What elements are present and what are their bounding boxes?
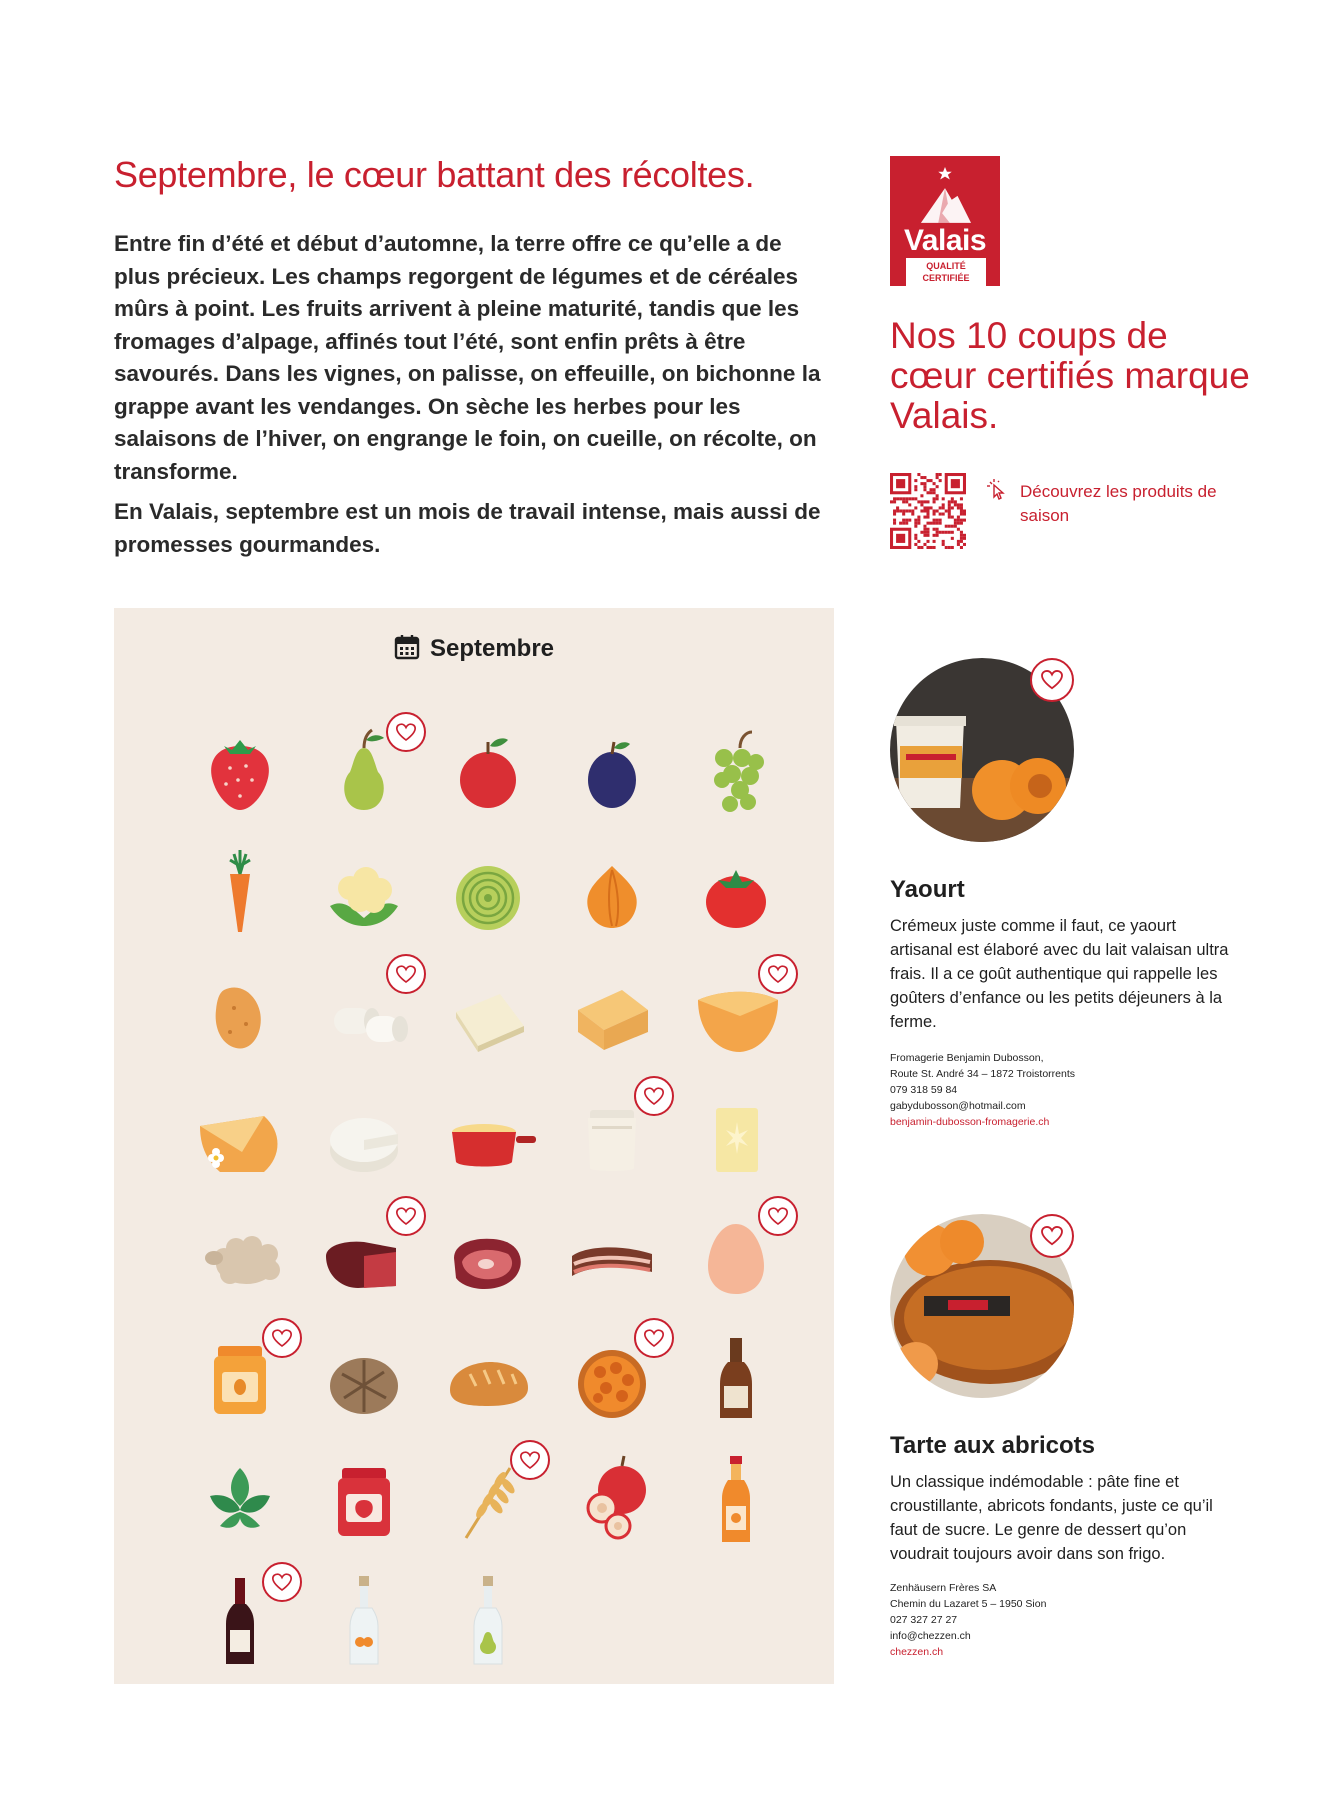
calendar-item[interactable] bbox=[178, 1312, 302, 1436]
calendar-item[interactable] bbox=[302, 706, 426, 830]
calendar-item[interactable] bbox=[674, 1434, 798, 1558]
calendar-item[interactable] bbox=[178, 948, 302, 1072]
sheep-icon bbox=[190, 1202, 290, 1302]
calendar-item[interactable] bbox=[426, 1434, 550, 1558]
calendar-item[interactable] bbox=[550, 1190, 674, 1314]
calendar-item[interactable] bbox=[302, 828, 426, 952]
page-title: Septembre, le cœur battant des récoltes. bbox=[114, 154, 755, 195]
bread-loaf-icon bbox=[438, 1324, 538, 1424]
plum-icon bbox=[562, 718, 662, 818]
product-title: Tarte aux abricots bbox=[890, 1432, 1095, 1459]
favorite-heart[interactable] bbox=[634, 1318, 674, 1358]
calendar-item[interactable] bbox=[302, 1556, 426, 1680]
heart-icon bbox=[768, 965, 788, 984]
calendar-item[interactable] bbox=[302, 1434, 426, 1558]
beer-bottle-icon bbox=[686, 1324, 786, 1424]
intro-paragraph-2: En Valais, septembre est un mois de travail intense, mais aussi de promesses gourmandes. bbox=[114, 499, 821, 557]
product-contact: Zenhäusern Frères SA Chemin du Lazaret 5 – 1950 Sion 027 327 27 27 info@chezzen.ch chezzen.ch bbox=[890, 1580, 1230, 1660]
product-website-link[interactable]: benjamin-dubosson-fromagerie.ch bbox=[890, 1116, 1050, 1128]
qr-link-text[interactable]: Découvrez les produits de saison bbox=[1020, 482, 1217, 525]
calendar-item[interactable] bbox=[426, 1556, 550, 1680]
calendar-item[interactable] bbox=[426, 1312, 550, 1436]
product-grid bbox=[114, 608, 834, 1684]
intro-text bbox=[114, 228, 834, 569]
round-cheese-icon bbox=[314, 1082, 414, 1182]
product-title: Yaourt bbox=[890, 876, 965, 903]
heart-icon bbox=[396, 965, 416, 984]
raclette-cheese-icon bbox=[190, 1082, 290, 1182]
calendar-item[interactable] bbox=[674, 1190, 798, 1314]
favorite-heart[interactable] bbox=[634, 1076, 674, 1116]
juice-bottle-icon bbox=[686, 1446, 786, 1546]
pear-brandy-bottle-icon bbox=[438, 1568, 538, 1668]
calendar-item[interactable] bbox=[178, 1434, 302, 1558]
favorite-heart[interactable] bbox=[758, 1196, 798, 1236]
calendar-item[interactable] bbox=[674, 828, 798, 952]
fondue-pot-icon bbox=[438, 1082, 538, 1182]
favorite-heart[interactable] bbox=[386, 954, 426, 994]
calendar-item[interactable] bbox=[426, 706, 550, 830]
calendar-item[interactable] bbox=[178, 1070, 302, 1194]
soft-cheese-wedge-icon bbox=[438, 960, 538, 1060]
calendar-item[interactable] bbox=[302, 1070, 426, 1194]
favorite-heart[interactable] bbox=[758, 954, 798, 994]
heart-icon bbox=[520, 1451, 540, 1470]
product-description: Un classique indémodable : pâte fine et croustillante, abricots fondants, juste ce qu’il faut de sucre. Le genre de dessert qu’on voudrait toujours avoir dans son frigo. bbox=[890, 1473, 1213, 1563]
favorite-heart[interactable] bbox=[386, 1196, 426, 1236]
onion-icon bbox=[562, 840, 662, 940]
calendar-item[interactable] bbox=[674, 706, 798, 830]
heart-icon bbox=[1041, 670, 1063, 690]
calendar-item[interactable] bbox=[550, 706, 674, 830]
heart-icon bbox=[1041, 1226, 1063, 1246]
calendar-item[interactable] bbox=[550, 948, 674, 1072]
potato-icon bbox=[190, 960, 290, 1060]
calendar-item[interactable] bbox=[550, 828, 674, 952]
calendar-item[interactable] bbox=[302, 948, 426, 1072]
bacon-icon bbox=[562, 1202, 662, 1302]
rye-bread-icon bbox=[314, 1324, 414, 1424]
calendar-item[interactable] bbox=[178, 1190, 302, 1314]
calendar-item[interactable] bbox=[302, 1190, 426, 1314]
butter-icon bbox=[686, 1082, 786, 1182]
calendar-item[interactable] bbox=[550, 1312, 674, 1436]
calendar-item[interactable] bbox=[178, 828, 302, 952]
heart-icon bbox=[272, 1329, 292, 1348]
heart-icon bbox=[272, 1573, 292, 1592]
seasonal-calendar-panel bbox=[114, 608, 834, 1684]
ham-icon bbox=[438, 1202, 538, 1302]
favorite-heart[interactable] bbox=[262, 1562, 302, 1602]
calendar-item[interactable] bbox=[426, 1070, 550, 1194]
heart-icon bbox=[396, 1207, 416, 1226]
yogurt-favorite-heart[interactable] bbox=[1030, 658, 1074, 702]
carrot-icon bbox=[190, 840, 290, 940]
product-website-link[interactable]: chezzen.ch bbox=[890, 1646, 944, 1658]
product-description: Crémeux juste comme il faut, ce yaourt artisanal est élaboré avec du lait valaisan ultra frais. Il a ce goût authentique qui rappelle les goûters d’enfance ou les petits déjeuners à la ferme. bbox=[890, 917, 1229, 1031]
calendar-month: Septembre bbox=[429, 635, 555, 662]
logo-name: Valais bbox=[903, 224, 987, 257]
product-contact: Fromagerie Benjamin Dubosson, Route St. André 34 – 1872 Troistorrents 079 318 59 84 gabydubosson@hotmail.com benjamin-dubosson-fromagerie.ch bbox=[890, 1050, 1230, 1130]
strawberry-icon bbox=[190, 718, 290, 818]
calendar-item[interactable] bbox=[178, 1556, 302, 1680]
calendar-item[interactable] bbox=[426, 1190, 550, 1314]
click-cursor-icon bbox=[986, 478, 1008, 500]
valais-logo bbox=[890, 156, 1000, 286]
calendar-item[interactable] bbox=[426, 828, 550, 952]
hard-cheese-wedge-icon bbox=[562, 960, 662, 1060]
tart-favorite-heart[interactable] bbox=[1030, 1214, 1074, 1258]
sidebar-title: Nos 10 coups de cœur certifiés marque Valais. bbox=[890, 315, 1250, 436]
favorite-heart[interactable] bbox=[386, 712, 426, 752]
favorite-heart[interactable] bbox=[510, 1440, 550, 1480]
calendar-item[interactable] bbox=[302, 1312, 426, 1436]
favorite-heart[interactable] bbox=[262, 1318, 302, 1358]
heart-icon bbox=[644, 1329, 664, 1348]
calendar-item[interactable] bbox=[674, 948, 798, 1072]
heart-icon bbox=[396, 723, 416, 742]
cauliflower-icon bbox=[314, 840, 414, 940]
grapes-icon bbox=[686, 718, 786, 818]
apple-icon bbox=[438, 718, 538, 818]
calendar-item[interactable] bbox=[178, 706, 302, 830]
mint-icon bbox=[190, 1446, 290, 1546]
calendar-item[interactable] bbox=[674, 1312, 798, 1436]
qr-code-icon[interactable] bbox=[890, 473, 966, 549]
logo-certification: QUALITÉ CERTIFIÉE bbox=[906, 258, 986, 286]
calendar-item[interactable] bbox=[674, 1070, 798, 1194]
tomato-icon bbox=[686, 840, 786, 940]
heart-icon bbox=[644, 1087, 664, 1106]
matterhorn-icon bbox=[892, 158, 998, 228]
heart-icon bbox=[768, 1207, 788, 1226]
cabbage-icon bbox=[438, 840, 538, 940]
jam-jar-icon bbox=[314, 1446, 414, 1546]
calendar-item[interactable] bbox=[550, 1070, 674, 1194]
apricot-brandy-bottle-icon bbox=[314, 1568, 414, 1668]
calendar-item[interactable] bbox=[426, 948, 550, 1072]
dried-apple-icon bbox=[562, 1446, 662, 1546]
calendar-item[interactable] bbox=[550, 1434, 674, 1558]
intro-paragraph-1: Entre fin d’été et début d’automne, la terre offre ce qu’elle a de plus précieux. Les champs regorgent de légumes et de céréales mûrs à point. Les fruits arrivent à pleine maturité, tandis que les fromages d’alpage, affinés tout l’été, sont enfin prêts à être savourés. Dans les vignes, on palisse, on effeuille, on bichonne la grappe avant les vendanges. On sèche les herbes pour les salaisons de l’hiver, on engrange le foin, on cueille, on récolte, on transforme. bbox=[114, 231, 821, 484]
